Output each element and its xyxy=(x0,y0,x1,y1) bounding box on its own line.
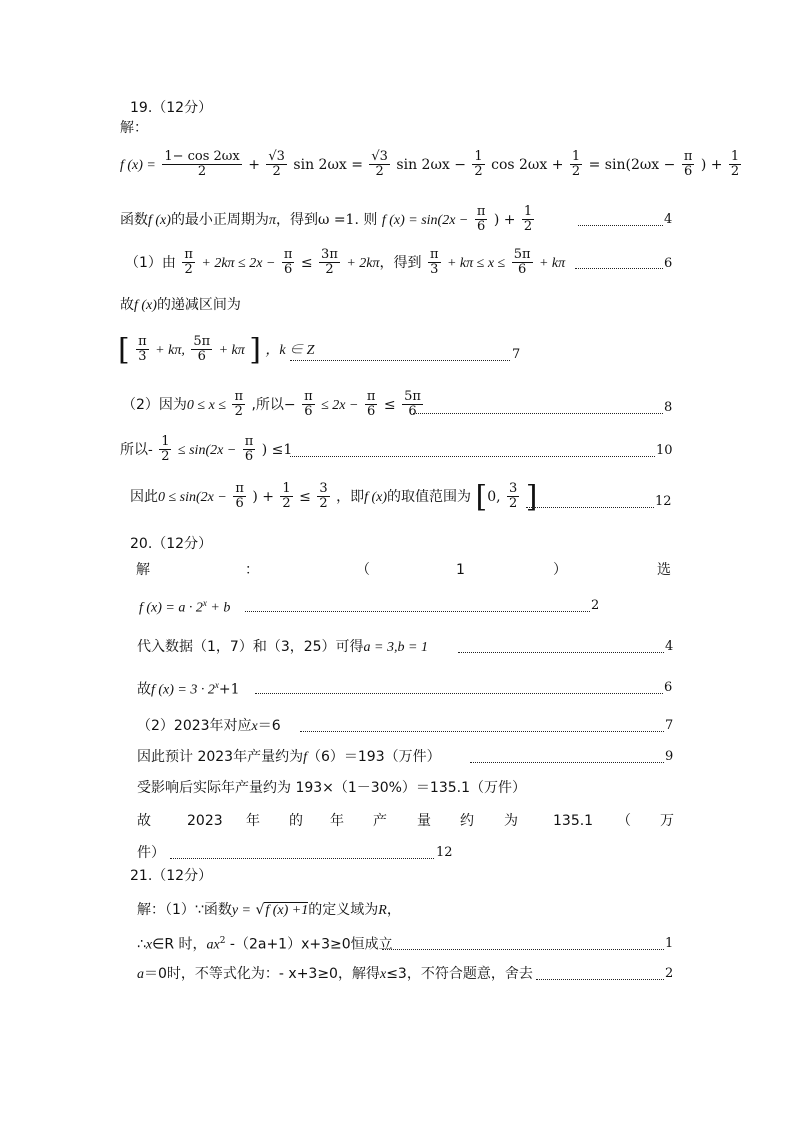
leader-dots xyxy=(458,651,664,653)
points-label: 7 xyxy=(512,347,521,362)
q20-line-8-word: 故 xyxy=(137,813,151,829)
leader-dots xyxy=(290,455,655,457)
q20-header: 20.（12分） xyxy=(130,536,213,552)
leader-dots xyxy=(382,948,664,950)
q20-line-3: 代入数据（1，7）和（3，25）可得a = 3,b = 1 xyxy=(137,639,428,655)
points-label: 6 xyxy=(664,256,673,271)
points-label: 4 xyxy=(664,212,673,227)
q19-line-2: 函数f (x)的最小正周期为π，得到ω =1. 则 f (x) = sin(2x − $\frac{\pi}{6}$ ) + $\frac{1}{2}$ xyxy=(120,204,533,235)
q20-line-8-word: 为 xyxy=(504,813,518,829)
q20-xuan: 选 xyxy=(657,562,671,578)
points-label: 1 xyxy=(665,936,674,951)
q20-line-8-word: 约 xyxy=(460,813,474,829)
leader-dots xyxy=(578,224,663,226)
q19-line-8: 因此0 ≤ sin(2x − $\frac{\pi}{6}$ ) + $\frac{1}{2}$ ≤ $\frac{3}{2}$ ，即f (x)的取值范围为 [0, $\frac{3}{2}$ ] xyxy=(130,479,538,515)
points-label: 2 xyxy=(665,966,674,981)
leader-dots xyxy=(536,978,664,980)
q20-line-2: f $(x) = a \cdot 2^x + b$ xyxy=(139,598,231,616)
q20-line-8-word: 量 xyxy=(417,813,431,829)
leader-dots xyxy=(300,730,664,732)
points-label: 2 xyxy=(591,598,600,613)
q20-line-8-word: 年 xyxy=(330,813,344,829)
q19-line-6: （2）因为0 ≤ x ≤ $\frac{\pi}{2}$ ,所以− $\frac{\pi}{6}$ ≤ 2x − $\frac{\pi}{6}$ ≤ $\frac{5\pi}{6}$ xyxy=(122,389,421,420)
q19-formula-1: f (x) = $\frac{1- \cos 2\omega x}{2}$ + $\frac{√3}{2}$ sin 2ωx = $\frac{√3}{2}$ sin 2ωx − $\frac{1}{2}$ cos 2ωx + $\frac{1}{2}$ = sin(2ωx − $\frac{\pi}{6}$ ) + $\frac{1}{2}$ xyxy=(120,149,740,180)
q20-line-8-word: 135.1 xyxy=(553,813,594,829)
q20-line-7: 受影响后实际年产量约为 193×（1－30%）＝135.1（万件） xyxy=(137,780,527,796)
leader-dots xyxy=(526,506,654,508)
q19-line-5: [ $\frac{\pi}{3}$ + kπ, $\frac{5\pi}{6}$ + kπ ] ，k ∈ Z xyxy=(118,332,315,368)
q20-part-number: 1 xyxy=(456,562,465,578)
leader-dots xyxy=(575,267,663,269)
q20-paren-open: （ xyxy=(356,562,370,578)
leader-dots xyxy=(170,857,434,859)
q20-line-5: （2）2023年对应x＝6 xyxy=(137,718,281,734)
points-label: 8 xyxy=(664,400,673,415)
points-label: 12 xyxy=(436,845,453,860)
q20-line-8-word: 万 xyxy=(660,813,674,829)
q20-line-8-word: 产 xyxy=(373,813,387,829)
q19-header: 19.（12分） xyxy=(130,100,213,116)
q21-line-3: a＝0时，不等式化为：- x+3≥0，解得x≤3，不符合题意，舍去 xyxy=(137,966,533,982)
points-label: 9 xyxy=(665,749,674,764)
q20-line-6: 因此预计 2023年产量约为f（6）＝193（万件） xyxy=(137,749,441,765)
q19-line-4: 故f (x)的递减区间为 xyxy=(120,297,241,313)
q20-line-4: 故f $(x) = 3 \cdot 2^x+1$ xyxy=(137,680,240,698)
q19-jie: 解： xyxy=(120,120,148,136)
points-label: 10 xyxy=(656,443,673,458)
leader-dots xyxy=(255,692,663,694)
q20-line-8-word: （ xyxy=(617,813,631,829)
q19-line-3: （1）由 $\frac{\pi}{2}$ + 2kπ ≤ 2x − $\frac{\pi}{6}$ ≤ $\frac{3\pi}{2}$ + 2kπ，得到 $\frac{\pi}{3}$ + kπ ≤ x ≤ $\frac{5\pi}{6}$ + kπ xyxy=(125,247,566,278)
q21-line-2: ∴x∈R 时，$ax^2$ -（2a+1）x+3≥0恒成立 xyxy=(137,936,393,953)
leader-dots xyxy=(470,761,664,763)
leader-dots xyxy=(290,359,510,361)
q20-line-8-word: 2023 xyxy=(187,813,223,829)
q20-line-9: 件） xyxy=(137,845,165,861)
q20-colon: ： xyxy=(245,562,259,578)
q19-line-7: 所以- $\frac{1}{2}$ ≤ sin(2x − $\frac{\pi}{6}$ ) ≤1 xyxy=(120,434,293,465)
points-label: 7 xyxy=(665,718,674,733)
leader-dots xyxy=(245,610,590,612)
q20-jie: 解 xyxy=(136,562,150,578)
points-label: 6 xyxy=(664,680,673,695)
q20-line-8-word: 年 xyxy=(246,813,260,829)
q20-paren-close: ） xyxy=(553,562,567,578)
q21-line-1: 解：（1）∵函数y = √f (x) +1的定义域为R， xyxy=(137,902,401,918)
points-label: 4 xyxy=(665,639,674,654)
leader-dots xyxy=(413,412,663,414)
q20-line-8-word: 的 xyxy=(289,813,303,829)
points-label: 12 xyxy=(655,494,672,509)
q21-header: 21.（12分） xyxy=(130,868,213,884)
